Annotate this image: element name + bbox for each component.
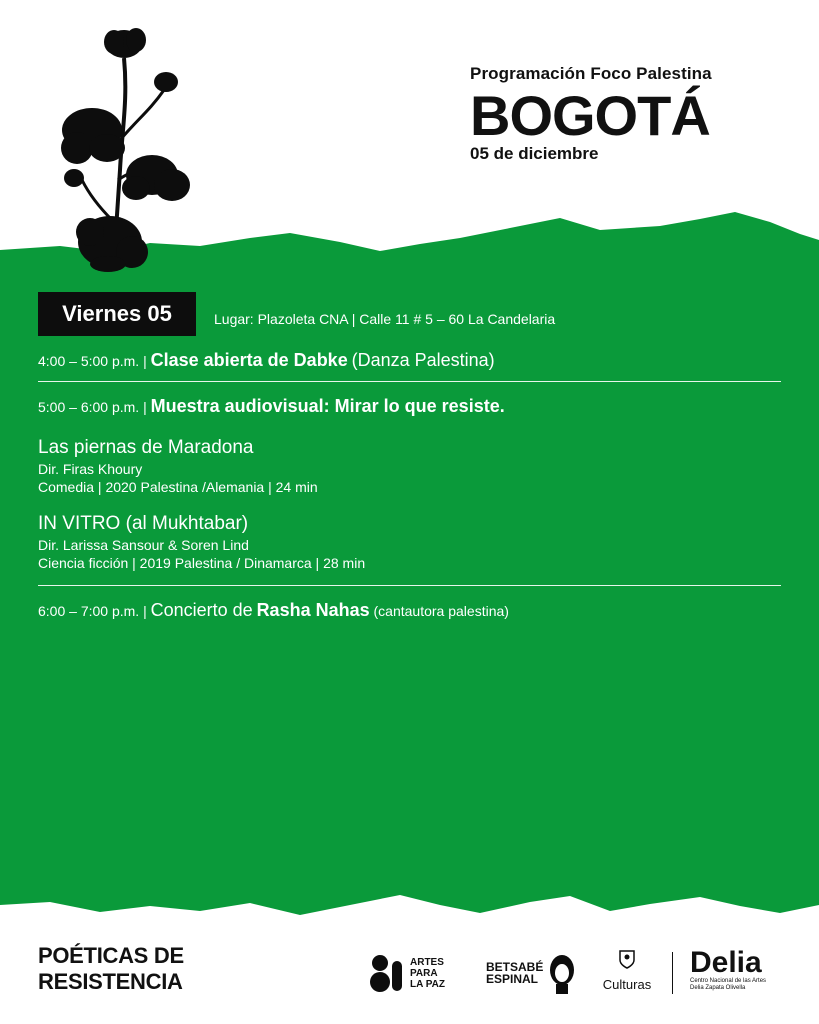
film-director: Dir. Firas Khoury	[38, 461, 143, 477]
brand-line: RESISTENCIA	[38, 969, 183, 994]
portrait-icon	[547, 952, 577, 994]
slot-time: 5:00 – 6:00 p.m. |	[38, 399, 147, 415]
program-subtitle: Programación Foco Palestina	[470, 64, 712, 83]
flower-silhouette-icon	[52, 20, 212, 272]
film-details: Comedia | 2020 Palestina /Alemania | 24 min	[38, 479, 318, 495]
artes-mark-icon	[370, 953, 406, 993]
culturas-logo	[596, 948, 658, 998]
coat-of-arms-icon	[616, 948, 638, 970]
delia-text: Delia	[690, 946, 762, 979]
betsabe-line: BETSABÉ	[486, 960, 544, 974]
slot-title: Muestra audiovisual: Mirar lo que resiste.	[150, 396, 505, 416]
divider	[38, 381, 781, 382]
event-date: 05 de diciembre	[470, 144, 599, 163]
delia-logo	[690, 948, 780, 998]
venue-text: Lugar: Plazoleta CNA | Calle 11 # 5 – 60 La Candelaria	[214, 310, 556, 327]
slot-time: 4:00 – 5:00 p.m. |	[38, 353, 147, 369]
header	[470, 64, 712, 164]
schedule	[38, 292, 781, 621]
betsabe-espinal-logo	[486, 948, 577, 998]
slot-title: Rasha Nahas	[256, 600, 370, 620]
divider	[38, 585, 781, 586]
slot-2	[38, 396, 781, 417]
artes-line: ARTES	[410, 956, 444, 968]
film-title: Las piernas de Maradona	[38, 437, 254, 458]
artes-line: PARA	[410, 967, 438, 979]
slot-extra: (Danza Palestina)	[351, 350, 495, 370]
slot-time: 6:00 – 7:00 p.m. |	[38, 603, 147, 619]
film-title: IN VITRO (al Mukhtabar)	[38, 513, 249, 534]
poeticas-logo	[38, 943, 184, 995]
slot-title: Clase abierta de Dabke	[150, 350, 348, 370]
slot-1	[38, 350, 781, 371]
slot-title-pre: Concierto de	[150, 600, 253, 620]
artes-para-la-paz-logo	[370, 948, 445, 998]
slot-3	[38, 600, 781, 621]
film-item	[38, 437, 781, 495]
day-row	[38, 292, 781, 336]
delia-subtext: Centro Nacional de las Artes Delia Zapata Olivella	[690, 978, 767, 991]
betsabe-line: ESPINAL	[486, 972, 539, 986]
film-director: Dir. Larissa Sansour & Soren Lind	[38, 537, 249, 553]
brand-line: POÉTICAS DE	[38, 943, 184, 968]
city-title: BOGOTÁ	[470, 84, 710, 147]
day-badge: Viernes 05	[38, 292, 196, 336]
artes-line: LA PAZ	[410, 978, 445, 990]
film-details: Ciencia ficción | 2019 Palestina / Dinamarca | 28 min	[38, 555, 366, 571]
culturas-text: Culturas	[602, 977, 652, 992]
logo-separator	[672, 952, 673, 994]
slot-extra: (cantautora palestina)	[373, 603, 509, 619]
film-item	[38, 513, 781, 571]
